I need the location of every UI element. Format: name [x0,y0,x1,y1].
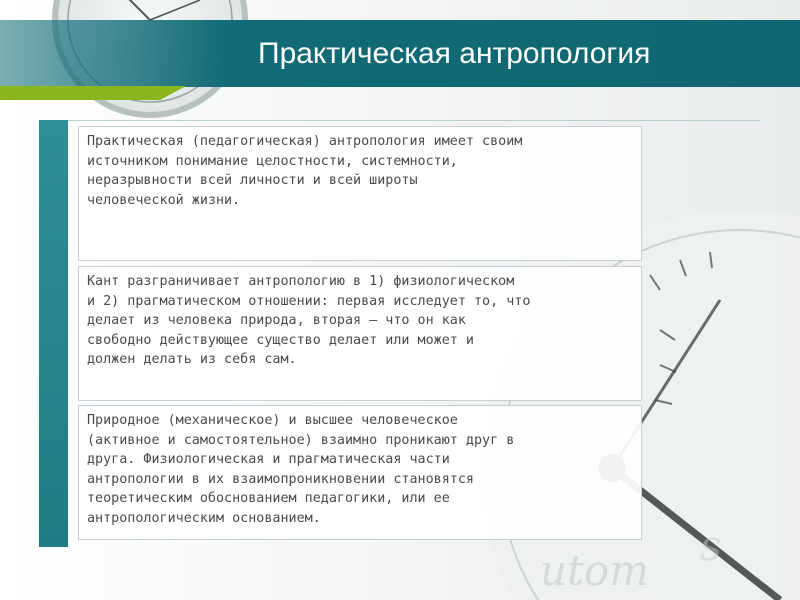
block-1-line: источником понимание целостности, системности, [87,153,458,169]
left-accent-strip [39,120,68,547]
block-2-line: свободно действующее существо делает или может и [87,332,474,348]
block-2-line: и 2) прагматическом отношении: первая исследует то, что [87,293,531,309]
content-block-1 [78,126,642,261]
block-3-line: теоретическим обоснованием педагогики, или ее [87,491,450,506]
block-3-line: антропологии в их взаимопроникновении становятся [87,471,474,487]
content-top-rule [68,120,760,121]
block-2-line: должен делать из себя сам. [87,352,297,367]
content-block-2 [78,266,642,401]
block-1-line: Практическая (педагогическая) антропология имеет своим [87,134,523,149]
block-3-line: антропологическим основанием. [87,510,321,526]
block-1-line: неразрывности всей личности и всей широты [87,173,418,188]
svg-text:utom: utom [540,546,650,595]
block-2-line: Кант разграничивает антропологию в 1) физиологическом [87,274,515,289]
slide-title: Практическая антропология [258,37,651,70]
block-1-line: человеческой жизни. [87,192,241,208]
block-3-line: (активное и самостоятельное) взаимно проникают друг в [87,432,515,448]
block-3-line: друга. Физиологическая и прагматическая части [87,452,450,467]
content-block-3 [78,405,642,540]
title-accent-stripe [0,86,186,100]
block-3-line: Природное (механическое) и высшее человеческое [87,413,458,428]
svg-text:s: s [700,521,722,570]
block-2-line: делает из человека природа, вторая — что он как [87,313,466,328]
